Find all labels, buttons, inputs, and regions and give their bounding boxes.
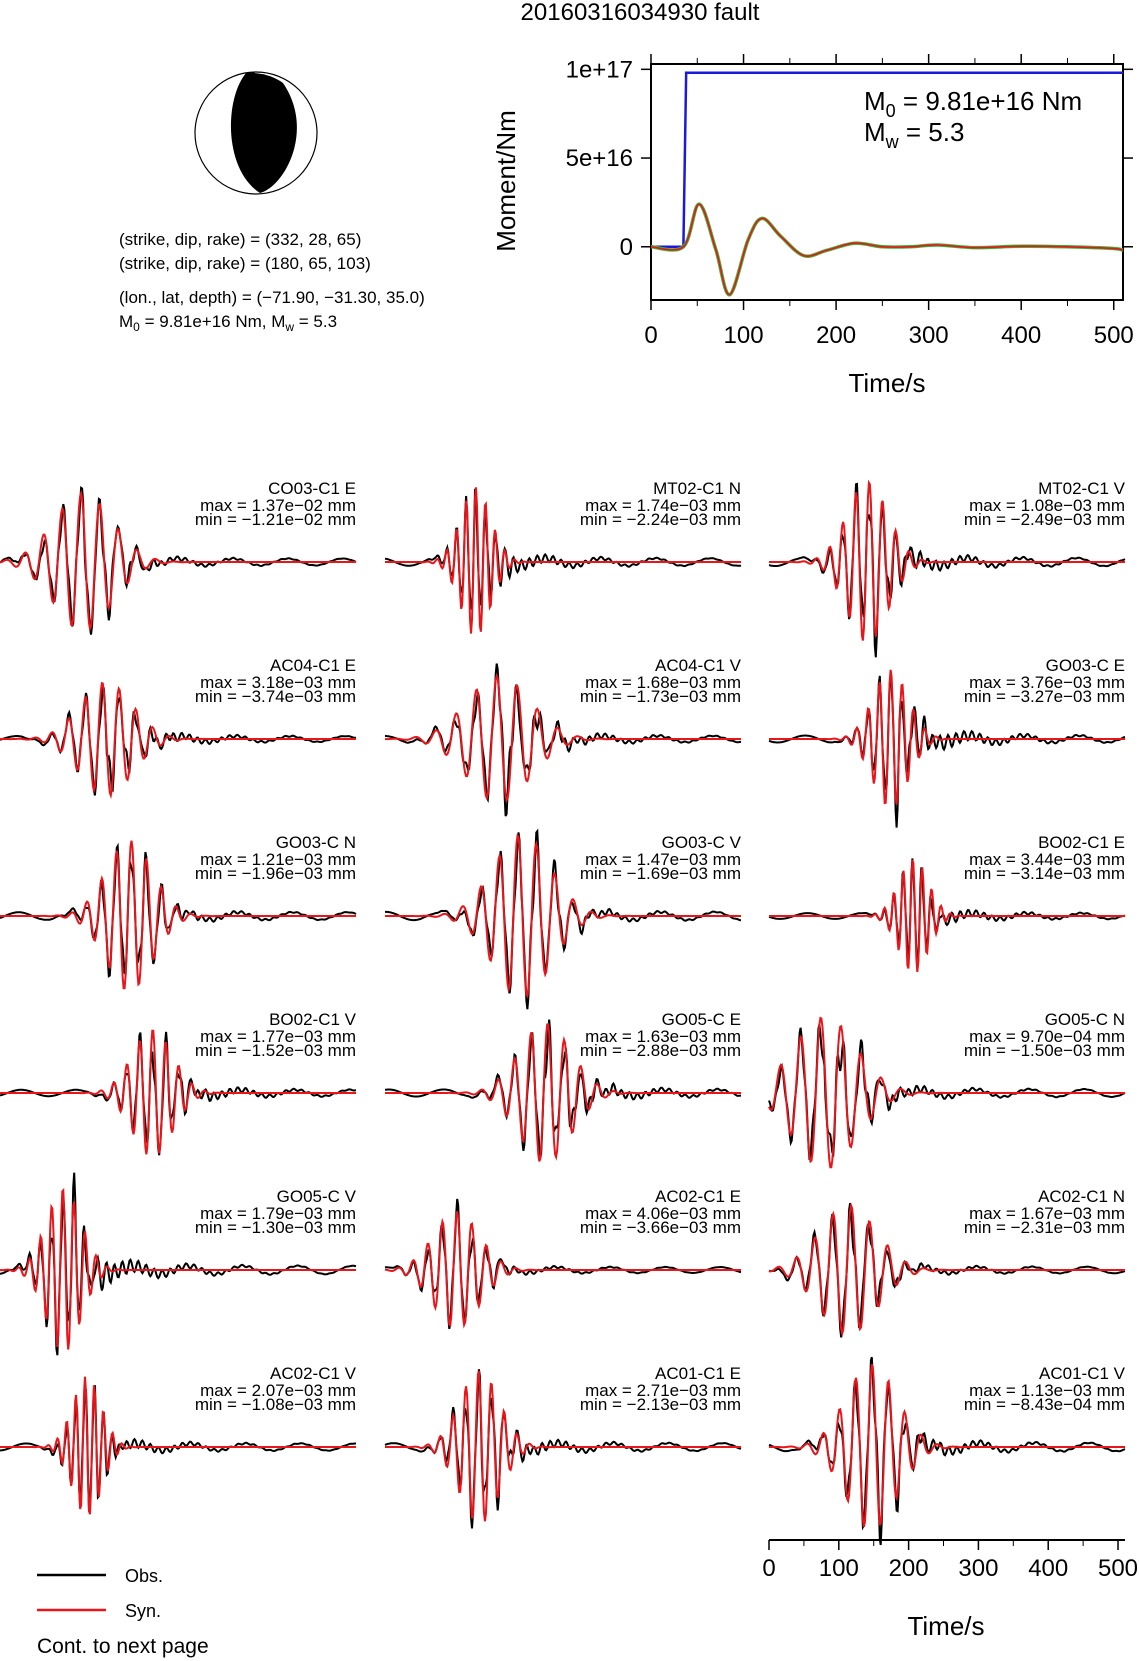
stf-y-tick-label: 5e+16 — [565, 145, 633, 173]
station-label: MT02-C1 V — [1038, 479, 1125, 498]
trace-max-label: max = 1.37e−02 mm — [200, 496, 356, 515]
trace-max-label: max = 1.68e−03 mm — [585, 673, 741, 692]
trace-max-label: max = 1.79e−03 mm — [200, 1204, 356, 1223]
nodal-plane-1: (strike, dip, rake) = (332, 28, 65) — [119, 230, 362, 249]
waveform-grid — [0, 479, 1126, 1545]
stf-x-tick-label: 100 — [723, 322, 764, 349]
waveform-x-tick-label: 0 — [762, 1555, 776, 1582]
trace-min-label: min = −3.14e−03 mm — [963, 864, 1125, 883]
nodal-plane-2: (strike, dip, rake) = (180, 65, 103) — [119, 254, 371, 273]
trace-min-label: min = −1.52e−03 mm — [194, 1041, 356, 1060]
stf-x-tick-label: 500 — [1093, 322, 1134, 349]
waveform-x-tick-label: 200 — [888, 1555, 929, 1582]
stf-x-tick-label: 200 — [816, 322, 857, 349]
trace-max-label: max = 3.44e−03 mm — [969, 850, 1125, 869]
trace-max-label: max = 1.08e−03 mm — [969, 496, 1125, 515]
station-label: GO05-C V — [276, 1187, 356, 1206]
station-label: CO03-C1 E — [268, 479, 356, 498]
trace-min-label: min = −2.31e−03 mm — [963, 1218, 1125, 1237]
trace-min-label: min = −1.69e−03 mm — [579, 864, 741, 883]
trace-min-label: min = −1.96e−03 mm — [194, 864, 356, 883]
waveform-x-tick-label: 100 — [818, 1555, 859, 1582]
waveform-x-tick-label: 400 — [1028, 1555, 1069, 1582]
stf-m0-annotation: $M_0 = 9.81e+16$ Nm — [864, 86, 1083, 121]
legend-obs-label: Obs. — [125, 1566, 164, 1586]
trace-min-label: min = −3.27e−03 mm — [963, 687, 1125, 706]
trace-min-label: min = −1.30e−03 mm — [194, 1218, 356, 1237]
trace-min-label: min = −3.74e−03 mm — [194, 687, 356, 706]
waveform-x-tick-label: 500 — [1097, 1555, 1139, 1582]
trace-max-label: max = 2.07e−03 mm — [200, 1381, 356, 1400]
trace-max-label: max = 9.70e−04 mm — [969, 1027, 1125, 1046]
station-label: AC02-C1 V — [270, 1364, 356, 1383]
station-label: GO05-C E — [661, 1010, 741, 1029]
stf-y-tick-label: 1e+17 — [565, 56, 633, 84]
station-label: AC04-C1 E — [270, 656, 356, 675]
trace-min-label: min = −2.49e−03 mm — [963, 510, 1125, 529]
figure-title: 20160316034930 fault — [520, 0, 760, 26]
continuation-note: Cont. to next page — [37, 1635, 209, 1658]
waveform-time-axis — [762, 1540, 1138, 1582]
trace-min-label: min = −2.24e−03 mm — [579, 510, 741, 529]
trace-max-label: max = 1.74e−03 mm — [585, 496, 741, 515]
station-label: AC02-C1 N — [1038, 1187, 1125, 1206]
waveform-x-tick-label: 300 — [958, 1555, 999, 1582]
stf-y-tick-label: 0 — [619, 233, 633, 261]
stf-moment-rate-green-line — [651, 204, 1123, 295]
trace-max-label: max = 1.21e−03 mm — [200, 850, 356, 869]
stf-x-tick-label: 400 — [1001, 322, 1042, 349]
trace-max-label: max = 1.47e−03 mm — [585, 850, 741, 869]
trace-min-label: min = −2.13e−03 mm — [579, 1395, 741, 1414]
focal-mechanism-beachball — [195, 72, 317, 194]
trace-max-label: max = 1.13e−03 mm — [969, 1381, 1125, 1400]
legend — [37, 1566, 163, 1621]
trace-min-label: min = −1.50e−03 mm — [963, 1041, 1125, 1060]
trace-max-label: max = 1.63e−03 mm — [585, 1027, 741, 1046]
station-label: MT02-C1 N — [653, 479, 741, 498]
stf-x-tick-label: 0 — [644, 322, 658, 349]
stf-y-axis-label: Moment/Nm — [491, 110, 521, 252]
trace-max-label: max = 4.06e−03 mm — [585, 1204, 741, 1223]
station-label: GO05-C N — [1044, 1010, 1125, 1029]
station-label: GO03-C V — [661, 833, 741, 852]
trace-max-label: max = 2.71e−03 mm — [585, 1381, 741, 1400]
station-label: GO03-C N — [275, 833, 356, 852]
hypocenter-location: (lon., lat, depth) = (−71.90, −31.30, 35.0) — [119, 288, 425, 307]
station-label: AC02-C1 E — [655, 1187, 741, 1206]
trace-max-label: max = 1.77e−03 mm — [200, 1027, 356, 1046]
station-label: AC01-C1 V — [1039, 1364, 1125, 1383]
trace-min-label: min = −2.88e−03 mm — [579, 1041, 741, 1060]
trace-max-label: max = 3.76e−03 mm — [969, 673, 1125, 692]
waveform-x-axis-label: Time/s — [907, 1611, 985, 1641]
station-label: BO02-C1 V — [269, 1010, 356, 1029]
trace-max-label: max = 3.18e−03 mm — [200, 673, 356, 692]
trace-min-label: min = −1.08e−03 mm — [194, 1395, 356, 1414]
stf-x-tick-label: 300 — [908, 322, 949, 349]
trace-min-label: min = −1.73e−03 mm — [579, 687, 741, 706]
moment-rate-plot — [491, 54, 1134, 398]
stf-x-axis-label: Time/s — [848, 368, 926, 398]
trace-min-label: min = −1.21e−02 mm — [194, 510, 356, 529]
stf-mw-annotation: $M_w = 5.3$ — [864, 117, 965, 152]
trace-max-label: max = 1.67e−03 mm — [969, 1204, 1125, 1223]
station-label: BO02-C1 E — [1038, 833, 1125, 852]
trace-min-label: min = −8.43e−04 mm — [963, 1395, 1125, 1414]
legend-syn-label: Syn. — [125, 1601, 162, 1621]
trace-min-label: min = −3.66e−03 mm — [579, 1218, 741, 1237]
moment-magnitude-summary: $M_0 = 9.81e+16$ Nm, $M_w = 5.3$ — [119, 312, 338, 334]
station-label: GO03-C E — [1045, 656, 1125, 675]
station-label: AC04-C1 V — [655, 656, 741, 675]
station-label: AC01-C1 E — [655, 1364, 741, 1383]
